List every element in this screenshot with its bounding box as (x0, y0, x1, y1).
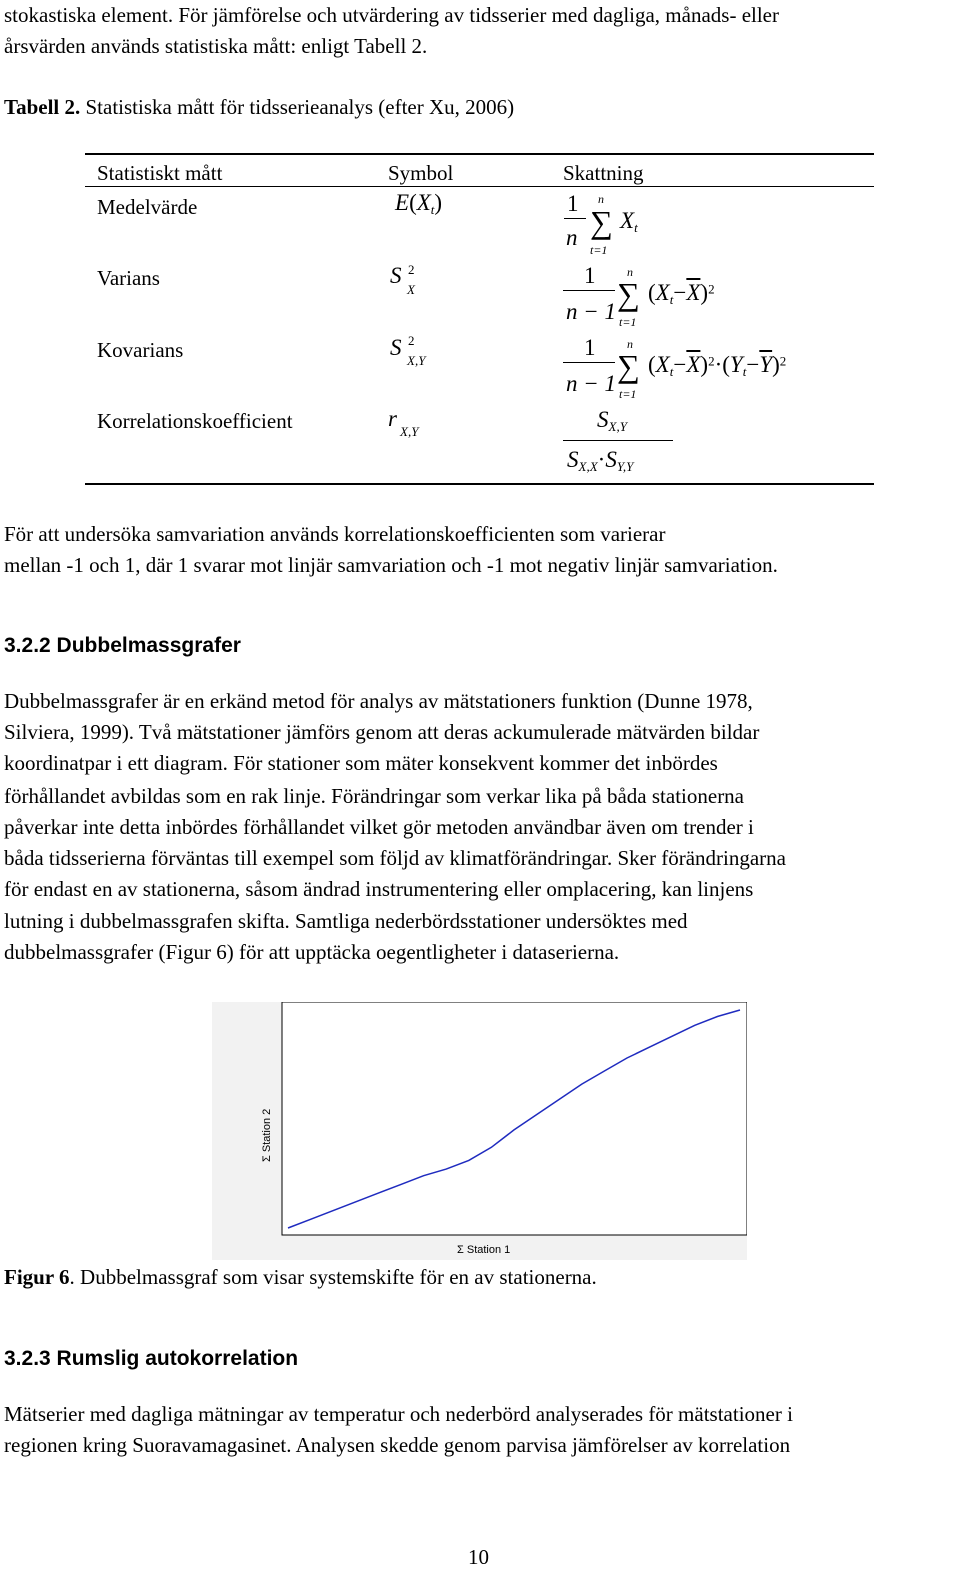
section-heading-3-2-3: 3.2.3 Rumslig autokorrelation (4, 1347, 299, 1370)
mean-sum-upper: n (598, 192, 604, 206)
symbol-covariance-sup: 2 (408, 333, 415, 348)
page-number: 10 (468, 1545, 489, 1569)
y-axis-label: Σ Station 2 (261, 1108, 273, 1162)
table-caption-text: Statistiska mått för tidsserieanalys (efter Xu, 2006) (80, 95, 515, 119)
row-korrelationskoefficient: Korrelationskoefficient (97, 409, 293, 433)
header-skattning: Skattning (563, 161, 644, 185)
header-symbol: Symbol (388, 161, 454, 185)
correlation-fraction-bar (563, 440, 673, 441)
figure-text: . Dubbelmassgraf som visar systemskifte för en av stationerna. (69, 1265, 597, 1289)
para1-line-1: För att undersöka samvariation används korrelationskoefficienten som varierar (4, 522, 666, 546)
table-caption (4, 92, 514, 123)
section1-line-7: för endast en av stationerna, såsom ändrad instrumentering eller omplacering, kan linjens (4, 877, 754, 901)
section1-line-6: båda tidsserierna förväntas till exempel som följd av klimatförändringar. Sker förändringarna (4, 846, 786, 870)
covariance-sum-upper: n (627, 337, 633, 351)
variance-numerator: 1 (584, 263, 596, 288)
row-varians: Varians (97, 266, 160, 290)
mean-numerator: 1 (567, 191, 579, 216)
variance-fraction-bar (563, 290, 615, 291)
section2-line-1: Mätserier med dagliga mätningar av temperatur och nederbörd analyserades för mätstationer i (4, 1402, 793, 1426)
symbol-variance-sub: X (407, 282, 415, 297)
section1-line-2: Silviera, 1999). Två mätstationer jämförs genom att deras ackumulerade mätvärden bildar (4, 720, 760, 744)
covariance-fraction-bar (563, 362, 615, 363)
intro-line-1: stokastiska element. För jämförelse och utvärdering av tidsserier med dagliga, månads- eller (4, 3, 780, 27)
variance-sum-sign: ∑ (617, 276, 640, 312)
row-kovarians: Kovarians (97, 338, 184, 362)
table-bottom-rule (85, 483, 874, 485)
row-medelvarde: Medelvärde (97, 195, 198, 219)
figure-6 (212, 1002, 747, 1260)
para1-line-2: mellan -1 och 1, där 1 svarar mot linjär samvariation och -1 mot negativ linjär samvariation. (4, 553, 778, 577)
symbol-variance-S: S (390, 263, 402, 288)
section1-line-8: lutning i dubbelmassgrafen skifta. Samtliga nederbördsstationer undersöktes med (4, 909, 688, 933)
section1-line-9: dubbelmassgrafer (Figur 6) för att upptäcka oegentligheter i dataserierna. (4, 940, 620, 964)
covariance-sum-sign: ∑ (617, 348, 640, 384)
section2-line-2: regionen kring Suoravamagasinet. Analysen skedde genom parvisa jämförelser av korrelation (4, 1433, 791, 1457)
intro-line-2: årsvärden används statistiska mått: enligt Tabell 2. (4, 34, 428, 58)
section-heading-3-2-2: 3.2.2 Dubbelmassgrafer (4, 634, 241, 657)
table-top-rule (85, 153, 874, 155)
figure-caption (4, 1262, 597, 1293)
symbol-correlation-sub: X,Y (400, 424, 419, 439)
plot-area (282, 1002, 747, 1235)
covariance-denominator: n − 1 (566, 371, 617, 396)
variance-sum-lower: t=1 (619, 315, 637, 329)
symbol-covariance-S: S (390, 335, 402, 360)
covariance-sum-lower: t=1 (619, 387, 637, 401)
header-statistiskt-matt: Statistiskt mått (97, 161, 223, 185)
section1-line-4: förhållandet avbildas som en rak linje. Förändringar som verkar lika på båda stationerna (4, 784, 745, 808)
section1-line-1: Dubbelmassgrafer är en erkänd metod för analys av mätstationers funktion (Dunne 1978, (4, 689, 753, 713)
mean-fraction-bar (564, 218, 586, 219)
covariance-term: $(X_t-\overline{X})^2\cdot(Y_t-\overline{Y})^2$ (648, 352, 787, 380)
covariance-numerator: 1 (584, 335, 596, 360)
x-axis-label: Σ Station 1 (457, 1244, 511, 1256)
section1-line-5: påverkar inte detta inbördes förhållandet vilket gör metoden användbar även om trender i (4, 815, 754, 839)
mean-denominator: n (566, 225, 578, 250)
section1-line-3: koordinatpar i ett diagram. För stationer som mäter konsekvent kommer det inbördes (4, 751, 718, 775)
symbol-variance-sup: 2 (408, 262, 415, 277)
symbol-mean: $E(X_t)$ (395, 190, 443, 218)
table-caption-label: Tabell 2. (4, 95, 81, 119)
mean-sum-sign: ∑ (590, 204, 613, 240)
variance-denominator: n − 1 (566, 299, 617, 324)
correlation-numerator: $S_{X,Y}$ (597, 407, 627, 435)
mean-term: $X_t$ (620, 208, 638, 236)
correlation-denominator: $S_{X,X}\cdot S_{Y,Y}$ (567, 447, 634, 475)
figure-label: Figur 6 (4, 1265, 70, 1289)
double-mass-chart (212, 1002, 747, 1260)
symbol-correlation-r: r (388, 406, 397, 431)
symbol-covariance-sub: X,Y (407, 353, 426, 368)
variance-sum-upper: n (627, 265, 633, 279)
mean-sum-lower: t=1 (590, 243, 608, 257)
variance-term: $(X_t-\overline{X})^2$ (648, 280, 715, 308)
